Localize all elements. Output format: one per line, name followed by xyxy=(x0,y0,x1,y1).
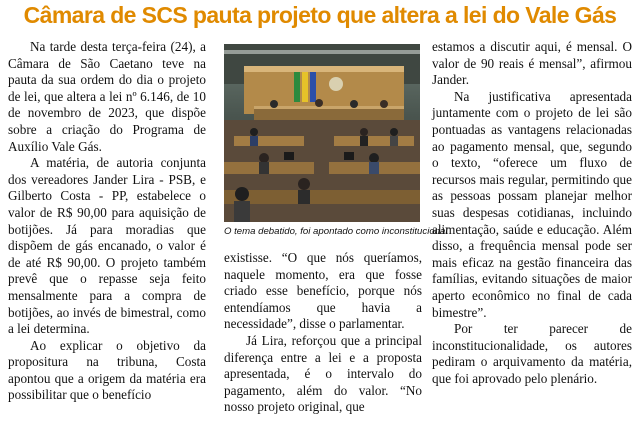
article-paragraph: Na justificativa apresentada juntamente com o projeto de lei são pontuadas as vantagens relacionadas ao pagamento mensal, que, segundo o texto, “oferece um fluxo de recursos mais regular, permitindo que as pessoas possam planejar melhor suas despesas cotidianas, incluindo alimentação, saúde e educação. Além disso, a frequência mensal pode ser mais eficaz na gestão financeira das famílias, evitando situações de maior aperto econômico no final de cada bimestre”. xyxy=(432,88,632,320)
article-paragraph: existisse. “O que nós queríamos, naquele momento, era que fosse criado esse benefício, porque nós entendíamos que havia a necessidade”, disse o parlamentar. xyxy=(224,250,422,332)
article-column-1 xyxy=(8,39,206,404)
article-paragraph: Já Lira, reforçou que a principal diferença entre a lei e a proposta apresentada, é o intervalo do pagamento, além do valor. “No nosso projeto original, que xyxy=(224,332,422,415)
article-column-3 xyxy=(432,39,632,387)
article-paragraph: Ao explicar o objetivo da propositura na tribuna, Costa apontou que a origem da matéria era possibilitar que o benefício xyxy=(8,337,206,403)
article-paragraph: Na tarde desta terça-feira (24), a Câmara de São Caetano teve na pauta da sua ordem do dia o projeto de lei, que altera a lei nº 6.146, de 10 de novembro de 2023, que dispõe sobre a criação do Programa de Auxílio Vale Gás. xyxy=(8,39,206,154)
article-paragraph: estamos a discutir aqui, é mensal. O valor de 90 reais é mensal”, afirmou Jander. xyxy=(432,39,632,88)
council-chamber-image xyxy=(224,44,420,222)
article-paragraph: Por ter parecer de inconstitucionalidade, os autores pediram o arquivamento da matéria, que foi aprovado pelo plenário. xyxy=(432,321,632,386)
article-column-2 xyxy=(224,250,422,416)
article-paragraph: A matéria, de autoria conjunta dos vereadores Jander Lira - PSB, e Gilberto Costa - PP, estabelece o valor de R$ 90,00 para aquisição de botijões. Já para moradias que dispõem de gás encanado, o valor é de até R$ 90,00. O projeto também prevê que o repasse seja feito mensalmente para a compra de botijões, ao invés de bimestral, como a lei determina. xyxy=(8,155,206,337)
council-session-photo xyxy=(224,44,420,222)
photo-caption: O tema debatido, foi apontado como inconstitucional xyxy=(224,226,448,237)
article-headline: Câmara de SCS pauta projeto que altera a lei do Vale Gás xyxy=(23,2,617,28)
